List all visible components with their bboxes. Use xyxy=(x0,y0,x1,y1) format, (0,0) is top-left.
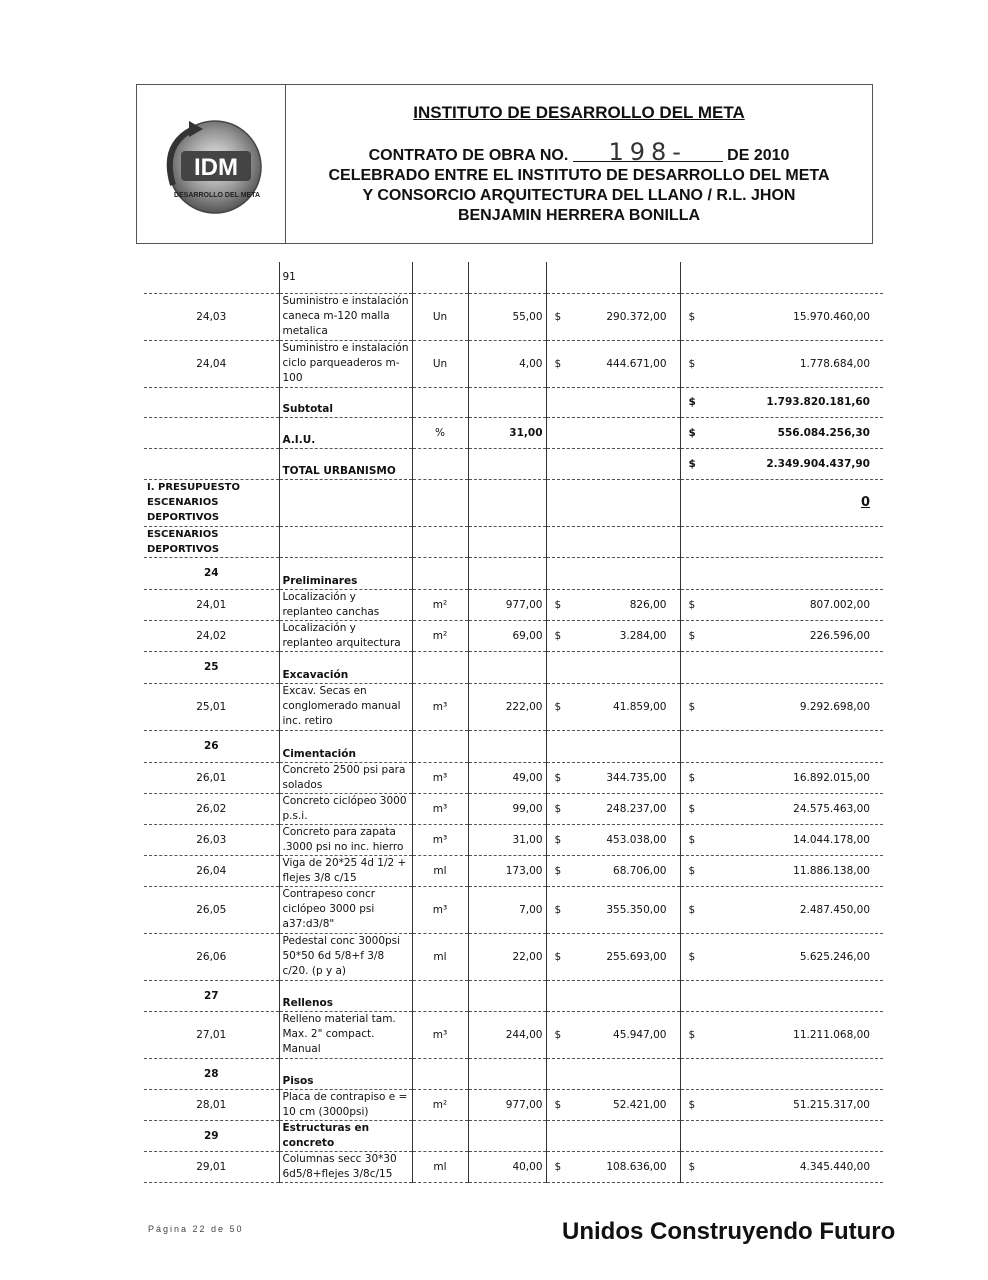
unit-price-cell xyxy=(546,1120,680,1151)
unit-price-cell xyxy=(546,980,680,1011)
unit-price-cell xyxy=(546,262,680,293)
unit-cell xyxy=(412,448,468,479)
quantity-cell: 977,00 xyxy=(468,1089,546,1120)
total-value: 14.044.178,00 xyxy=(793,833,870,846)
unit-price-cell xyxy=(546,1089,680,1120)
total-cell xyxy=(680,620,883,651)
unit-price-cell xyxy=(546,730,680,762)
unit-price-cell xyxy=(546,1011,680,1058)
item-cell: 26,02 xyxy=(144,793,279,824)
table-row xyxy=(144,1058,883,1089)
total-cell xyxy=(680,448,883,479)
unit-price-cell xyxy=(546,293,680,340)
unit-cell: m³ xyxy=(412,683,468,730)
currency-symbol: $ xyxy=(688,357,696,370)
item-cell: 28,01 xyxy=(144,1089,279,1120)
currency-symbol: $ xyxy=(554,771,562,784)
unit-price-cell xyxy=(546,683,680,730)
item-cell: 27 xyxy=(144,980,279,1011)
description-cell: Preliminares xyxy=(279,557,412,589)
currency-symbol: $ xyxy=(688,1028,696,1041)
contract-number: 198- xyxy=(573,143,723,162)
currency-symbol: $ xyxy=(554,1098,562,1111)
currency-symbol: $ xyxy=(554,1028,562,1041)
total-cell xyxy=(680,387,883,417)
quantity-cell: 173,00 xyxy=(468,855,546,886)
unit-cell xyxy=(412,526,468,557)
description-cell: Cimentación xyxy=(279,730,412,762)
table-row xyxy=(144,651,883,683)
description-cell: TOTAL URBANISMO xyxy=(279,448,412,479)
quantity-cell: 222,00 xyxy=(468,683,546,730)
description-cell: Suministro e instalación caneca m-120 malla metalica xyxy=(279,293,412,340)
logo-cell xyxy=(137,85,286,243)
currency-symbol: $ xyxy=(688,426,696,439)
total-value: 24.575.463,00 xyxy=(793,802,870,815)
total-value: 0 xyxy=(860,495,870,510)
quantity-cell xyxy=(468,1120,546,1151)
currency-symbol: $ xyxy=(688,629,696,642)
table-row xyxy=(144,262,883,293)
header-line-3: Y CONSORCIO ARQUITECTURA DEL LLANO / R.L. JHON xyxy=(362,187,796,204)
total-value: 2.349.904.437,90 xyxy=(766,457,870,470)
table-row xyxy=(144,886,883,933)
quantity-cell: 977,00 xyxy=(468,589,546,620)
page-number: Página 22 de 50 xyxy=(148,1224,244,1234)
unit-price-cell xyxy=(546,886,680,933)
unit-cell xyxy=(412,651,468,683)
total-cell xyxy=(680,762,883,793)
total-cell xyxy=(680,793,883,824)
description-cell: Viga de 20*25 4d 1/2 + flejes 3/8 c/15 xyxy=(279,855,412,886)
currency-symbol: $ xyxy=(688,1160,696,1173)
currency-symbol: $ xyxy=(554,700,562,713)
total-cell xyxy=(680,1011,883,1058)
total-cell xyxy=(680,651,883,683)
total-cell xyxy=(680,683,883,730)
unit-price-cell xyxy=(546,340,680,387)
quantity-cell: 7,00 xyxy=(468,886,546,933)
unit-price-value: 68.706,00 xyxy=(613,864,667,877)
item-cell xyxy=(144,417,279,448)
description-cell: Localización y replanteo canchas xyxy=(279,589,412,620)
total-value: 4.345.440,00 xyxy=(799,1160,870,1173)
total-value: 2.487.450,00 xyxy=(799,903,870,916)
contract-prefix: CONTRATO DE OBRA NO. xyxy=(368,147,569,164)
total-cell xyxy=(680,1151,883,1182)
quantity-cell: 22,00 xyxy=(468,933,546,980)
unit-cell xyxy=(412,262,468,293)
description-cell: Excavación xyxy=(279,651,412,683)
contract-year: DE 2010 xyxy=(727,147,790,164)
currency-symbol: $ xyxy=(554,598,562,611)
unit-price-cell xyxy=(546,589,680,620)
currency-symbol: $ xyxy=(554,950,562,963)
item-cell: 29,01 xyxy=(144,1151,279,1182)
unit-price-cell xyxy=(546,1058,680,1089)
total-value: 11.211.068,00 xyxy=(793,1028,870,1041)
contract-line xyxy=(286,138,872,166)
quantity-cell xyxy=(468,448,546,479)
description-cell: Placa de contrapiso e = 10 cm (3000psi) xyxy=(279,1089,412,1120)
item-cell: 25,01 xyxy=(144,683,279,730)
total-cell xyxy=(680,824,883,855)
unit-price-value: 45.947,00 xyxy=(613,1028,667,1041)
total-value: 15.970.460,00 xyxy=(793,310,870,323)
table-row xyxy=(144,417,883,448)
currency-symbol: $ xyxy=(688,598,696,611)
table-row xyxy=(144,762,883,793)
total-cell xyxy=(680,1120,883,1151)
description-cell: Concreto 2500 psi para solados xyxy=(279,762,412,793)
idm-logo xyxy=(151,115,269,215)
total-value: 16.892.015,00 xyxy=(793,771,870,784)
description-cell: Suministro e instalación ciclo parqueaderos m-100 xyxy=(279,340,412,387)
table-row xyxy=(144,589,883,620)
unit-cell: Un xyxy=(412,340,468,387)
table-row xyxy=(144,1151,883,1182)
currency-symbol: $ xyxy=(688,802,696,815)
currency-symbol: $ xyxy=(554,802,562,815)
item-cell: 27,01 xyxy=(144,1011,279,1058)
budget-table xyxy=(144,262,883,1183)
total-cell xyxy=(680,293,883,340)
svg-text:IDM: IDM xyxy=(194,154,238,181)
unit-cell xyxy=(412,730,468,762)
total-value: 226.596,00 xyxy=(809,629,870,642)
total-value: 51.215.317,00 xyxy=(793,1098,870,1111)
table-row xyxy=(144,557,883,589)
item-cell: ESCENARIOS DEPORTIVOS xyxy=(144,526,279,557)
unit-price-value: 3.284,00 xyxy=(619,629,667,642)
description-cell: Estructuras en concreto xyxy=(279,1120,412,1151)
table-row xyxy=(144,293,883,340)
quantity-cell xyxy=(468,1058,546,1089)
currency-symbol: $ xyxy=(554,357,562,370)
total-cell xyxy=(680,1089,883,1120)
total-cell xyxy=(680,980,883,1011)
currency-symbol: $ xyxy=(688,864,696,877)
unit-price-cell xyxy=(546,526,680,557)
currency-symbol: $ xyxy=(554,1160,562,1173)
unit-price-cell xyxy=(546,651,680,683)
total-cell xyxy=(680,340,883,387)
table-row xyxy=(144,933,883,980)
unit-price-cell xyxy=(546,417,680,448)
currency-symbol: $ xyxy=(688,1098,696,1111)
quantity-cell: 244,00 xyxy=(468,1011,546,1058)
description-cell: Contrapeso concr ciclópeo 3000 psi a37:d3/8" xyxy=(279,886,412,933)
currency-symbol: $ xyxy=(688,700,696,713)
total-cell xyxy=(680,730,883,762)
quantity-cell: 55,00 xyxy=(468,293,546,340)
item-cell: I. PRESUPUESTO ESCENARIOS DEPORTIVOS xyxy=(144,479,279,526)
unit-cell: ml xyxy=(412,1151,468,1182)
table-row xyxy=(144,1089,883,1120)
currency-symbol: $ xyxy=(688,950,696,963)
quantity-cell xyxy=(468,730,546,762)
unit-cell xyxy=(412,557,468,589)
total-value: 9.292.698,00 xyxy=(799,700,870,713)
unit-price-cell xyxy=(546,448,680,479)
description-cell: Concreto para zapata .3000 psi no inc. hierro xyxy=(279,824,412,855)
item-cell: 24,01 xyxy=(144,589,279,620)
quantity-cell: 99,00 xyxy=(468,793,546,824)
quantity-cell xyxy=(468,387,546,417)
unit-price-value: 355.350,00 xyxy=(606,903,667,916)
total-cell xyxy=(680,855,883,886)
table-row xyxy=(144,855,883,886)
document-header xyxy=(136,84,873,244)
total-cell xyxy=(680,1058,883,1089)
unit-cell: ml xyxy=(412,933,468,980)
quantity-cell: 31,00 xyxy=(468,824,546,855)
quantity-cell xyxy=(468,479,546,526)
item-cell: 26,06 xyxy=(144,933,279,980)
description-cell: A.I.U. xyxy=(279,417,412,448)
table-row xyxy=(144,387,883,417)
table-row xyxy=(144,448,883,479)
table-row xyxy=(144,683,883,730)
unit-price-value: 52.421,00 xyxy=(613,1098,667,1111)
table-row xyxy=(144,793,883,824)
unit-price-cell xyxy=(546,762,680,793)
quantity-cell: 49,00 xyxy=(468,762,546,793)
unit-cell: m² xyxy=(412,620,468,651)
table-row xyxy=(144,730,883,762)
quantity-cell xyxy=(468,651,546,683)
unit-price-value: 41.859,00 xyxy=(613,700,667,713)
table-row xyxy=(144,340,883,387)
currency-symbol: $ xyxy=(554,833,562,846)
total-cell xyxy=(680,589,883,620)
description-cell: Localización y replanteo arquitectura xyxy=(279,620,412,651)
quantity-cell: 31,00 xyxy=(468,417,546,448)
item-cell: 26,04 xyxy=(144,855,279,886)
total-value: 11.886.138,00 xyxy=(793,864,870,877)
description-cell: Subtotal xyxy=(279,387,412,417)
currency-symbol: $ xyxy=(554,629,562,642)
unit-cell xyxy=(412,1120,468,1151)
quantity-cell: 4,00 xyxy=(468,340,546,387)
quantity-cell xyxy=(468,262,546,293)
unit-price-cell xyxy=(546,824,680,855)
currency-symbol: $ xyxy=(554,864,562,877)
table-row xyxy=(144,620,883,651)
unit-cell xyxy=(412,980,468,1011)
quantity-cell xyxy=(468,526,546,557)
item-cell: 24 xyxy=(144,557,279,589)
unit-cell: m³ xyxy=(412,793,468,824)
table-row xyxy=(144,824,883,855)
currency-symbol: $ xyxy=(688,903,696,916)
item-cell xyxy=(144,448,279,479)
unit-price-cell xyxy=(546,793,680,824)
item-cell: 26,05 xyxy=(144,886,279,933)
unit-cell: m² xyxy=(412,1089,468,1120)
description-cell xyxy=(279,526,412,557)
unit-price-cell xyxy=(546,479,680,526)
description-cell: Rellenos xyxy=(279,980,412,1011)
total-cell xyxy=(680,479,883,526)
total-value: 1.778.684,00 xyxy=(799,357,870,370)
description-cell: Concreto ciclópeo 3000 p.s.i. xyxy=(279,793,412,824)
unit-price-cell xyxy=(546,933,680,980)
unit-cell: m³ xyxy=(412,762,468,793)
unit-cell: % xyxy=(412,417,468,448)
item-cell: 24,02 xyxy=(144,620,279,651)
unit-price-cell xyxy=(546,557,680,589)
unit-price-value: 344.735,00 xyxy=(606,771,667,784)
currency-symbol: $ xyxy=(688,310,696,323)
currency-symbol: $ xyxy=(688,457,696,470)
total-value: 1.793.820.181,60 xyxy=(766,396,870,408)
unit-cell: m³ xyxy=(412,886,468,933)
currency-symbol: $ xyxy=(688,833,696,846)
total-value: 5.625.246,00 xyxy=(799,950,870,963)
currency-symbol: $ xyxy=(554,903,562,916)
total-cell xyxy=(680,526,883,557)
table-row xyxy=(144,1011,883,1058)
table-row xyxy=(144,980,883,1011)
total-cell xyxy=(680,933,883,980)
table-row xyxy=(144,479,883,526)
unit-price-cell xyxy=(546,855,680,886)
header-line-4: BENJAMIN HERRERA BONILLA xyxy=(457,207,701,224)
total-cell xyxy=(680,262,883,293)
total-value: 556.084.256,30 xyxy=(777,426,870,439)
description-cell: Excav. Secas en conglomerado manual inc. retiro xyxy=(279,683,412,730)
description-cell: Columnas secc 30*30 6d5/8+flejes 3/8c/15 xyxy=(279,1151,412,1182)
unit-price-value: 255.693,00 xyxy=(606,950,667,963)
unit-cell: Un xyxy=(412,293,468,340)
item-cell: 29 xyxy=(144,1120,279,1151)
description-cell: Relleno material tam. Max. 2" compact. Manual xyxy=(279,1011,412,1058)
item-cell: 26,03 xyxy=(144,824,279,855)
item-cell xyxy=(144,262,279,293)
total-cell xyxy=(680,886,883,933)
total-cell xyxy=(680,417,883,448)
item-cell: 24,03 xyxy=(144,293,279,340)
currency-symbol: $ xyxy=(554,310,562,323)
unit-cell: m² xyxy=(412,589,468,620)
unit-cell: m³ xyxy=(412,1011,468,1058)
unit-price-value: 290.372,00 xyxy=(606,310,667,323)
unit-price-value: 453.038,00 xyxy=(606,833,667,846)
total-cell xyxy=(680,557,883,589)
currency-symbol: $ xyxy=(688,396,696,408)
item-cell xyxy=(144,387,279,417)
total-value: 807.002,00 xyxy=(809,598,870,611)
svg-text:DESARROLLO DEL META: DESARROLLO DEL META xyxy=(173,192,261,199)
unit-cell: m³ xyxy=(412,824,468,855)
quantity-cell: 40,00 xyxy=(468,1151,546,1182)
description-cell: Pisos xyxy=(279,1058,412,1089)
header-line-2: CELEBRADO ENTRE EL INSTITUTO DE DESARROLLO DEL META xyxy=(328,167,830,184)
unit-cell xyxy=(412,1058,468,1089)
table-row xyxy=(144,1120,883,1151)
quantity-cell: 69,00 xyxy=(468,620,546,651)
unit-price-cell xyxy=(546,620,680,651)
item-cell: 24,04 xyxy=(144,340,279,387)
footer-motto: Unidos Construyendo Futuro xyxy=(562,1218,896,1245)
header-text xyxy=(286,85,872,243)
quantity-cell xyxy=(468,557,546,589)
description-cell xyxy=(279,479,412,526)
unit-cell xyxy=(412,387,468,417)
currency-symbol: $ xyxy=(688,771,696,784)
unit-price-cell xyxy=(546,387,680,417)
institution-title: INSTITUTO DE DESARROLLO DEL META xyxy=(413,103,745,122)
item-cell: 26 xyxy=(144,730,279,762)
unit-price-cell xyxy=(546,1151,680,1182)
item-cell: 25 xyxy=(144,651,279,683)
table-row xyxy=(144,526,883,557)
unit-price-value: 248.237,00 xyxy=(606,802,667,815)
quantity-cell xyxy=(468,980,546,1011)
unit-cell: ml xyxy=(412,855,468,886)
description-cell: 91 xyxy=(279,262,412,293)
item-cell: 28 xyxy=(144,1058,279,1089)
item-cell: 26,01 xyxy=(144,762,279,793)
description-cell: Pedestal conc 3000psi 50*50 6d 5/8+f 3/8 c/20. (p y a) xyxy=(279,933,412,980)
unit-cell xyxy=(412,479,468,526)
unit-price-value: 108.636,00 xyxy=(606,1160,667,1173)
unit-price-value: 826,00 xyxy=(629,598,667,611)
unit-price-value: 444.671,00 xyxy=(606,357,667,370)
